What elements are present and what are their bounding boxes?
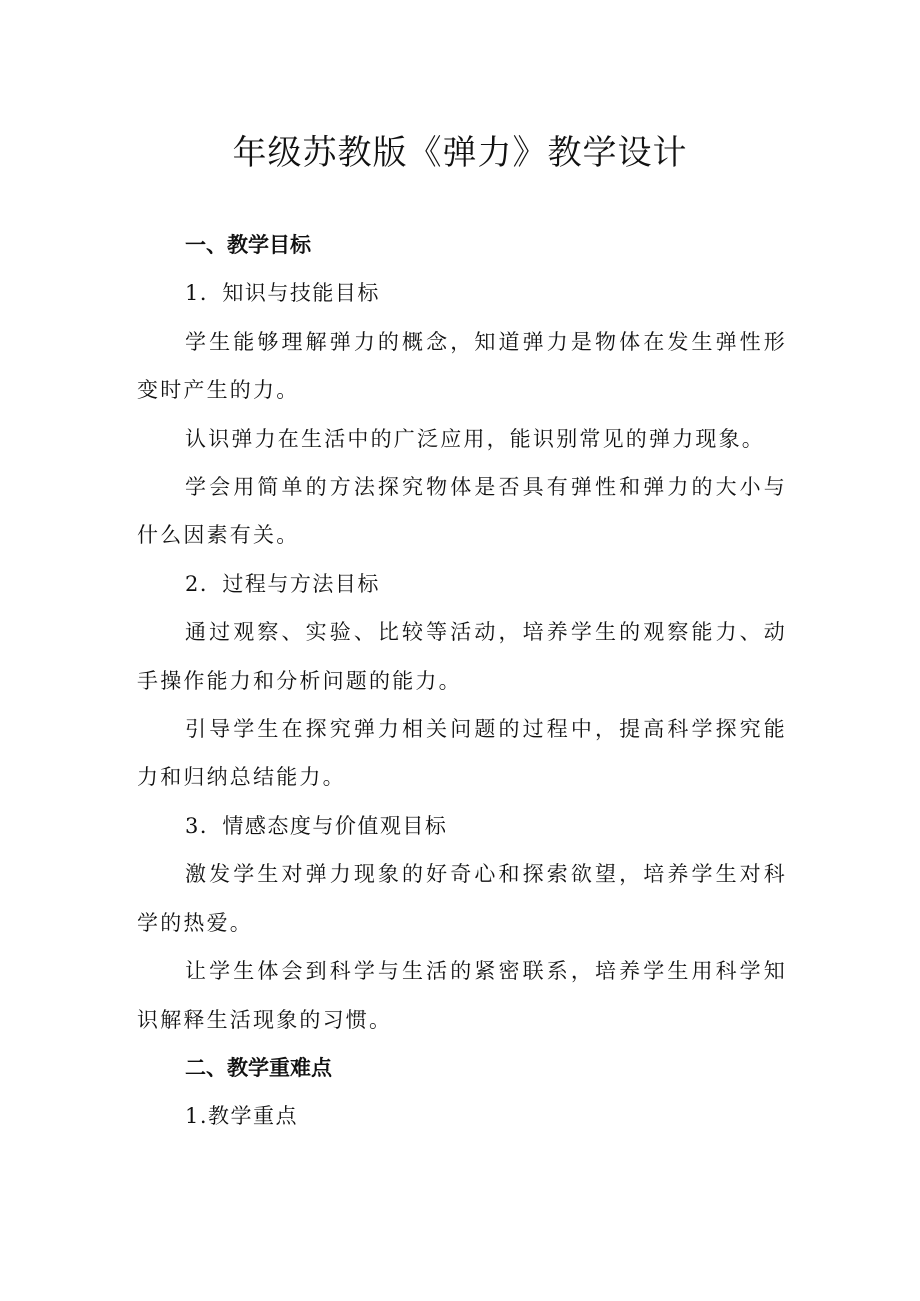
document-body (137, 221, 787, 1141)
subheading-teaching-focus: 1.教学重点 (185, 1104, 299, 1129)
subheading-process-methods: 2．过程与方法目标 (185, 571, 380, 596)
paragraph: 引导学生在探究弹力相关问题的过程中，提高科学探究能力和归纳总结能力。 (137, 717, 787, 790)
paragraph: 通过观察、实验、比较等活动，培养学生的观察能力、动手操作能力和分析问题的能力。 (137, 620, 787, 693)
section-heading-key-points: 二、教学重难点 (185, 1055, 332, 1080)
paragraph: 让学生体会到科学与生活的紧密联系，培养学生用科学知识解释生活现象的习惯。 (137, 959, 787, 1032)
paragraph: 学会用简单的方法探究物体是否具有弹性和弹力的大小与什么因素有关。 (137, 475, 787, 548)
paragraph: 学生能够理解弹力的概念，知道弹力是物体在发生弹性形变时产生的力。 (137, 329, 787, 403)
document-title: 年级苏教版《弹力》教学设计 (232, 133, 688, 173)
section-heading-teaching-goals: 一、教学目标 (185, 233, 311, 257)
subheading-knowledge-skills: 1．知识与技能目标 (185, 281, 380, 306)
subheading-emotion-values: 3．情感态度与价值观目标 (185, 813, 448, 838)
paragraph: 激发学生对弹力现象的好奇心和探索欲望，培养学生对科学的热爱。 (137, 862, 787, 935)
paragraph: 认识弹力在生活中的广泛应用，能识别常见的弹力现象。 (185, 426, 765, 451)
